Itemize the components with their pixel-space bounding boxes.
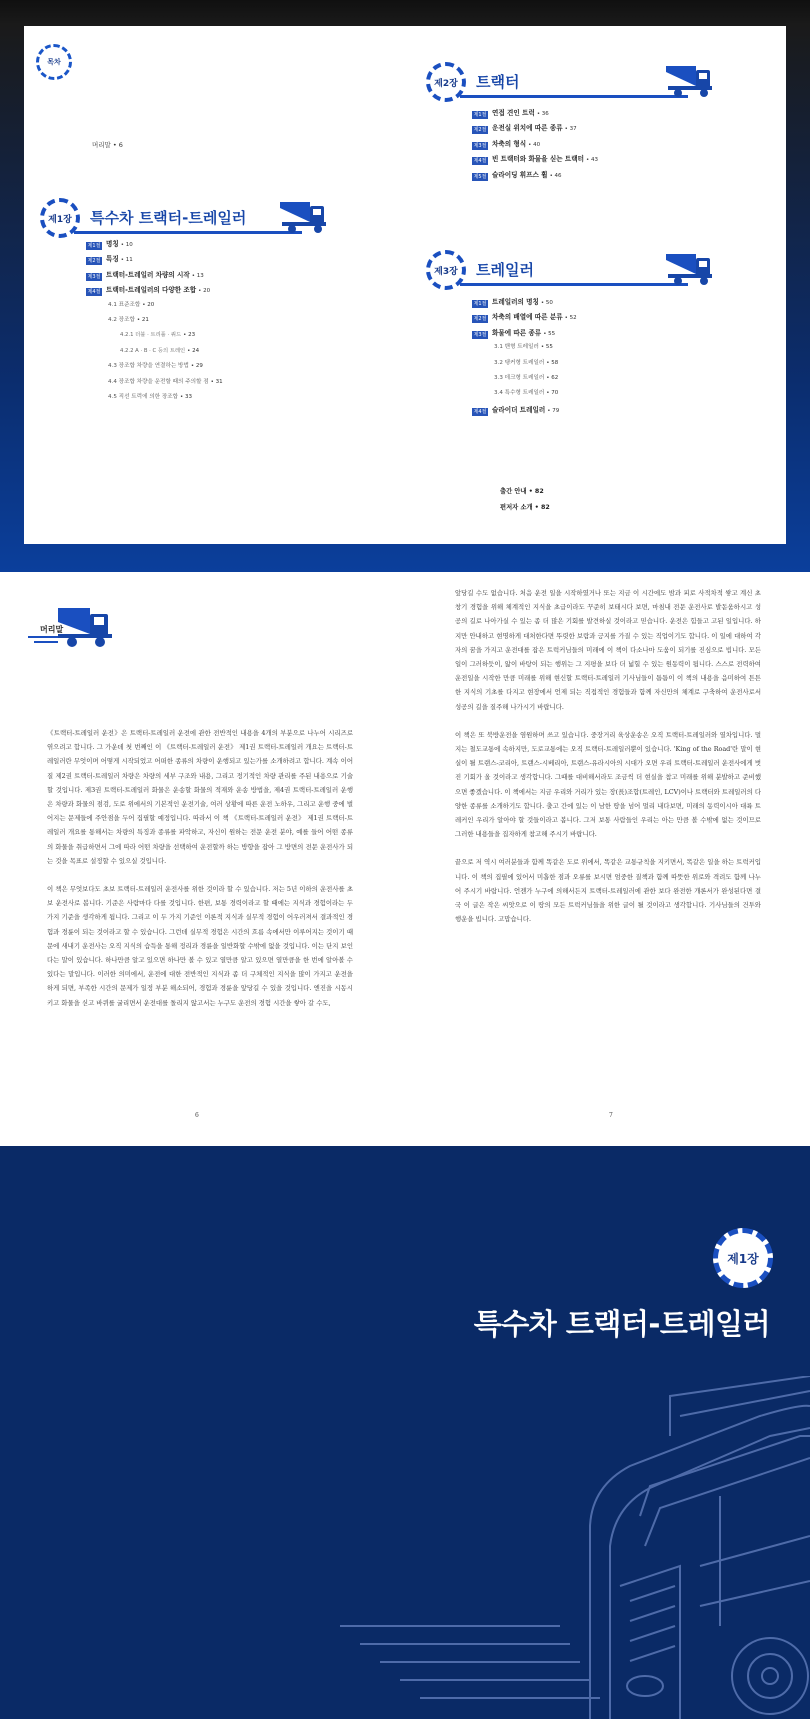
toc-entry-page: • 55 bbox=[540, 344, 553, 351]
toc-entry[interactable] bbox=[86, 315, 223, 330]
toc-entry[interactable] bbox=[472, 388, 577, 403]
toc-entry-title: 4.2.1 더블 · 트리플 · 쿼드 bbox=[120, 332, 182, 339]
section-tag: 제2절 bbox=[473, 127, 487, 134]
toc-entry-page: • 13 bbox=[191, 272, 204, 279]
toc-entry[interactable] bbox=[472, 138, 598, 153]
toc-entry-title: 명칭 bbox=[106, 240, 119, 248]
toc-entry[interactable] bbox=[86, 361, 223, 376]
toc-entry[interactable] bbox=[472, 327, 577, 342]
toc-entry[interactable] bbox=[86, 253, 223, 268]
page-number-right: 7 bbox=[609, 1112, 613, 1119]
toc-entry-title: 4.4 장조합 차량을 운전할 때의 주의할 점 bbox=[108, 378, 209, 385]
chapter-1-underline bbox=[74, 231, 302, 234]
toc-entry-page: • 46 bbox=[549, 172, 562, 179]
toc-entry-title: 빈 트랙터와 화물을 싣는 트랙터 bbox=[492, 155, 584, 164]
chapter-2-badge: 제2장 bbox=[426, 62, 466, 102]
toc-entry-title: 슬라이딩 휘프스 휠 bbox=[492, 170, 548, 179]
toc-entry-title: 화물에 따른 종류 bbox=[492, 328, 542, 337]
chapter-badge: 제1장 bbox=[713, 1228, 773, 1288]
toc-entry-title: 4.2 장조합 bbox=[108, 316, 135, 323]
toc-entry-page: • 20 bbox=[198, 288, 211, 295]
chapter-1-title: 특수차 트랙터-트레일러 bbox=[90, 209, 247, 227]
chapter-opener bbox=[0, 1146, 810, 1719]
chapter-title: 특수차 트랙터-트레일러 bbox=[473, 1307, 770, 1341]
preface-right-page bbox=[455, 586, 761, 940]
chapter-3-underline bbox=[460, 283, 688, 286]
toc-badge bbox=[36, 44, 72, 80]
toc-entry-title: 3.1 밴형 트레일러 bbox=[494, 344, 539, 351]
toc-entry-page: • 43 bbox=[586, 157, 598, 164]
truck-illustration bbox=[340, 1376, 810, 1719]
toc-entry[interactable] bbox=[472, 107, 598, 122]
paragraph: 앞당길 수도 없습니다. 처음 운전 일을 시작하였거나 또는 지금 이 시간에도 밤과 피로 사적차적 쌓고 계신 초창기 경험을 위해 체계적인 지식을 초급이라도 꾸준히 보태시다 보면, 마침내 전문 운전사로 발돋움하시고 성공의 길로 나아가실 수 있는 좀 더 많은 기회를 발견하실 것이라고 믿습니다. 운전은 힘들고 고된 일입니다. 하지만 안내하고 현명하게 대처한다면 뚜렷한 보람과 긍지를 가질 수 있는 직업이기도 합니다. 이 일에 대하여 각자의 꿈을 가지고 운전대를 잡은 트럭커님들의 미래에 이 책이 다소나마 도움이 되기를 진심으로 빕니다. 모든 일이 그러하듯이, 앎이 바탕이 되는 행위는 그 지평을 보다 더 넓힐 수 있는 원동력이 됩니다. 스스로 전력하여 운전일을 시작한 만큼 미래를 위해 현신할 트랙터-트레일러 기사님들이 틈틈이 이 책의 내용을 음미하여 튼튼한 지식의 기초를 다지고 현장에서 언제 되는 직접적인 경험들과 함께 자신만의 체계로 구축하여 운전사로서 성공의 길을 질주해 나가시기 바랍니다. bbox=[455, 589, 761, 711]
toc-entry-title: 4.2.2 A · B · C 등의 트레인 bbox=[120, 347, 186, 354]
section-tag: 제3절 bbox=[473, 142, 487, 149]
toc-entry[interactable] bbox=[472, 296, 577, 311]
truck-icon bbox=[666, 252, 714, 288]
paragraph: 이 책은 또 북방운전을 염원하며 쓰고 있습니다. 중장거리 육상운송은 오직 트랙터-트레일러와 열차입니다. 멀지는 철도교통에 속하지만, 도로교통에는 오직 트랙터-트레일러뿐이 있습니다. 'King of the Road'란 말이 현실이 될 트랜스-코리아, 트랜스-시베리아, 트랜스-유라시아의 시대가 오면 우리 트랙터-트레일러 운전사에게 벗진 기회가 올 것이라고 생각합니다. 그때를 대비해서라도 조금씩 더 현실을 참고 미래를 위해 분발하고 준비했으면 좋겠습니다. 이 책에서는 지금 우리와 거리가 있는 장(長)조합(트레인, LCV)이나 트랙터와 트레일러의 다양한 종류를 소개하기도 합니다. 출고 간에 있는 이 남한 땅을 넘어 멀리 내다보면, 미래의 동력이시아 대륙 트레커인 우리가 알아야 할 것들이라고 봅니다. 그저 보통 사람들인 우리는 아는 만큼 볼 수밖에 없는 것이므로 그러한 내용들을 집자하게 참고해 주시기 바랍니다. bbox=[455, 730, 761, 839]
toc-entry-page: • 10 bbox=[120, 242, 133, 248]
chapter-1-badge: 제1장 bbox=[40, 198, 80, 238]
toc-entry-title: 3.3 데크형 트레일러 bbox=[494, 374, 545, 381]
section-tag: 제2절 bbox=[473, 316, 487, 323]
toc-entry-page: • 23 bbox=[183, 332, 196, 339]
toc-entry[interactable] bbox=[472, 169, 598, 184]
toc-entry-page: • 37 bbox=[564, 126, 577, 133]
toc-entry[interactable] bbox=[86, 300, 223, 315]
section-tag: 제5절 bbox=[473, 173, 487, 180]
toc-entry-page: • 20 bbox=[142, 301, 155, 308]
toc-entry[interactable] bbox=[472, 342, 577, 357]
paragraph: 끝으로 저 역시 여러분들과 함께 똑같은 도로 위에서, 똑같은 교통규칙을 지키면서, 똑같은 일을 하는 트럭커입니다. 이 책의 집필에 있어서 미흡한 점과 오류를 보시면 엄중한 질책과 함께 따뜻한 위로와 격려도 함께 나누어 주시기 바랍니다. 언젠가 누구에 의해서든지 트랙터-트레일러에 관한 보다 완전한 개론서가 완성된다면 결국 이 글은 작은 씨앗으로 이 땅의 모든 트럭커님들을 위한 글이 될 것이라고 생각합니다. 기사님들의 건투와 행운을 빕니다. 고맙습니다. bbox=[455, 858, 761, 924]
paragraph: 《트랙터-트레일러 운전》은 트랙터-트레일러 운전에 관한 전반적인 내용을 4개의 부분으로 나누어 시리즈로 엮으려고 합니다. 그 가운데 첫 번째인 이 《트랙터-트레일러 운전》 제1권 트랙터-트레일러 개요는 트랙터-트레일러란 무엇이며 어떻게 시작되었고 어떠한 종류의 차량이 운행되고 있는가를 소개하려고 합니다. 계속 이어질 제2권 트랙터-트레일러 차량은 차량의 세부 구조와 내용, 그리고 정기적인 차량 관리를 주된 내용으로 기술할 것입니다. 제3권 트랙터-트레일러 화물은 운송할 화물의 적재와 운송 방법을, 제4권 트랙터-트레일러 운행은 차량과 화물의 점검, 도로 위에서의 기본적인 운전기술, 여러 상황에 따른 운전 노하우, 그리고 운행 중에 벌어지는 문제들에 주안점을 두어 집필할 예정입니다. 따라서 이 책 《트랙터-트레일러 운전》 제1권 트랙터-트레일러 개요를 통해서는 차량의 특징과 종류를 파악하고, 자신이 원하는 전문 운전 분야, 예를 들어 어떤 종류의 화물을 취급하면서 그에 따라 어떤 차량을 선택하여 운전할까 하는 방향을 잡아 그 방면의 전문 운전사가 되는 것을 목표로 설정할 수 있으실 것입니다. bbox=[47, 729, 353, 865]
section-tag: 제1절 bbox=[473, 112, 487, 118]
toc-entry[interactable] bbox=[86, 269, 223, 284]
chapter-2-title: 트랙터 bbox=[476, 73, 520, 91]
section-tag: 제4절 bbox=[87, 289, 101, 296]
toc-entry-page: • 58 bbox=[546, 359, 559, 366]
chapter-2-header bbox=[426, 62, 726, 110]
chapter-3-badge: 제3장 bbox=[426, 250, 466, 290]
toc-entry-page: • 52 bbox=[564, 315, 577, 322]
chapter-2-list bbox=[472, 107, 598, 184]
toc-entry[interactable] bbox=[86, 284, 223, 299]
section-tag: 제1절 bbox=[87, 243, 101, 249]
preface-tab bbox=[28, 606, 114, 650]
page-number-left: 6 bbox=[195, 1112, 199, 1119]
toc-entry-page: • 11 bbox=[120, 257, 133, 264]
paragraph: 이 책은 무엇보다도 초보 트랙터-트레일러 운전사를 위한 것이라 할 수 있습니다. 저는 5년 이하의 운전사를 초보 운전사로 봅니다. 기준은 사람마다 다를 것입니다. 한편, 보통 경력이라고 할 때에는 지식과 경험이라는 두 가지 기준을 생각하게 됩니다. 그리고 이 두 가지 기준인 이론적 지식과 실무적 경험이 어우러져서 결과적인 경험과 경륜이 되는 것이라고 할 수 있습니다. 그런데 실무적 경험은 시간의 흐름 속에서만 이루어지는 것이기 때문에 새내기 운전사는 오직 지식의 습득을 통해 정리과 경륜을 일반화할 수밖에 없을 것입니다. 이는 단지 보인다는 말이 있습니다. 하나만큼 알고 있으면 하나만 볼 수 있고 열만큼 알고 있으면 열만큼을 한 번에 알아볼 수 있다는 말입니다. 이러한 의미에서, 운전에 대한 전반적인 지식과 좀 더 구체적인 지식을 많이 가지고 운전을 하게 되면, 부족한 시간의 문제가 일정 부분 해소되어, 경험과 경륜을 앞당길 수 있을 것입니다. 엔진을 시동시키고 화물을 싣고 바퀴를 굴리면서 운전대를 돌리지 않고서는 누구도 운전의 경험 시간을 쌓아 갈 수도, bbox=[47, 885, 353, 1007]
chapter-3-title: 트레일러 bbox=[476, 261, 534, 279]
toc-entry[interactable] bbox=[86, 346, 223, 361]
toc-entry[interactable] bbox=[472, 358, 577, 373]
truck-icon bbox=[280, 200, 328, 236]
section-tag: 제3절 bbox=[87, 273, 101, 280]
toc-entry[interactable] bbox=[472, 404, 577, 419]
toc-entry-title: 트랙터-트레일러의 다양한 조합 bbox=[106, 286, 197, 295]
toc-page bbox=[24, 26, 786, 544]
toc-entry-title: 특징 bbox=[106, 255, 119, 264]
section-tag: 제4절 bbox=[473, 158, 487, 165]
toc-badge-label: 목차 bbox=[47, 58, 61, 66]
toc-entry[interactable] bbox=[472, 153, 598, 168]
toc-entry[interactable] bbox=[86, 330, 223, 345]
toc-entry-title: 슬라이더 트레일러 bbox=[492, 405, 546, 414]
toc-extra-item: 편저자 소개 • 82 bbox=[500, 504, 550, 511]
section-tag: 제4절 bbox=[473, 408, 487, 415]
toc-entry-page: • 50 bbox=[540, 300, 553, 306]
toc-entry-title: 운전실 위치에 따른 종류 bbox=[492, 124, 563, 133]
toc-entry-page: • 29 bbox=[190, 363, 203, 370]
toc-intro-item: 머리말 • 6 bbox=[92, 141, 123, 149]
toc-entry-page: • 31 bbox=[210, 378, 223, 385]
preface-left-page bbox=[47, 726, 353, 1024]
toc-entry-page: • 70 bbox=[546, 390, 559, 397]
toc-entry-title: 3.4 특수형 트레일러 bbox=[494, 390, 545, 397]
section-tag: 제3절 bbox=[473, 331, 487, 338]
section-tag: 제2절 bbox=[87, 258, 101, 265]
toc-entry-title: 4.1 표준조합 bbox=[108, 301, 141, 308]
toc-entry[interactable] bbox=[472, 373, 577, 388]
toc-entry-title: 차축의 배열에 따른 분류 bbox=[492, 313, 563, 322]
toc-entry-title: 연접 견인 트럭 bbox=[492, 109, 535, 117]
toc-entry-page: • 79 bbox=[547, 407, 560, 414]
chapter-3-header bbox=[426, 250, 726, 298]
toc-entry-page: • 36 bbox=[536, 111, 549, 117]
preface-label: 머리말 bbox=[40, 625, 64, 634]
toc-entry-page: • 55 bbox=[543, 330, 556, 337]
truck-icon bbox=[666, 64, 714, 100]
toc-entry[interactable] bbox=[86, 377, 223, 392]
toc-entry-page: • 21 bbox=[136, 316, 149, 323]
toc-entry-title: 4.3 장조합 차량을 연결하는 방법 bbox=[108, 363, 189, 370]
toc-entry[interactable] bbox=[86, 392, 223, 407]
toc-entry-title: 3.2 탱커형 트레일러 bbox=[494, 359, 545, 366]
chapter-3-list bbox=[472, 296, 577, 419]
toc-extra-item: 출간 안내 • 82 bbox=[500, 488, 544, 495]
toc-spread bbox=[0, 0, 810, 572]
toc-entry[interactable] bbox=[472, 311, 577, 326]
toc-entry-title: 4.5 직선 트럭에 의한 장조합 bbox=[108, 393, 179, 400]
toc-entry-page: • 40 bbox=[528, 141, 541, 148]
toc-entry[interactable] bbox=[472, 122, 598, 137]
chapter-1-list bbox=[86, 238, 223, 407]
toc-entry-title: 트레일러의 명칭 bbox=[492, 298, 539, 306]
section-tag: 제1절 bbox=[473, 301, 487, 307]
chapter-2-underline bbox=[460, 95, 688, 98]
toc-entry-page: • 62 bbox=[546, 374, 559, 381]
toc-entry-title: 트랙터-트레일러 차량의 시작 bbox=[106, 270, 190, 279]
toc-entry-title: 차축의 형식 bbox=[492, 139, 527, 148]
toc-entry[interactable] bbox=[86, 238, 223, 253]
toc-entry-page: • 33 bbox=[180, 393, 193, 400]
toc-entry-page: • 24 bbox=[187, 347, 200, 354]
preface-spread bbox=[0, 572, 810, 1146]
